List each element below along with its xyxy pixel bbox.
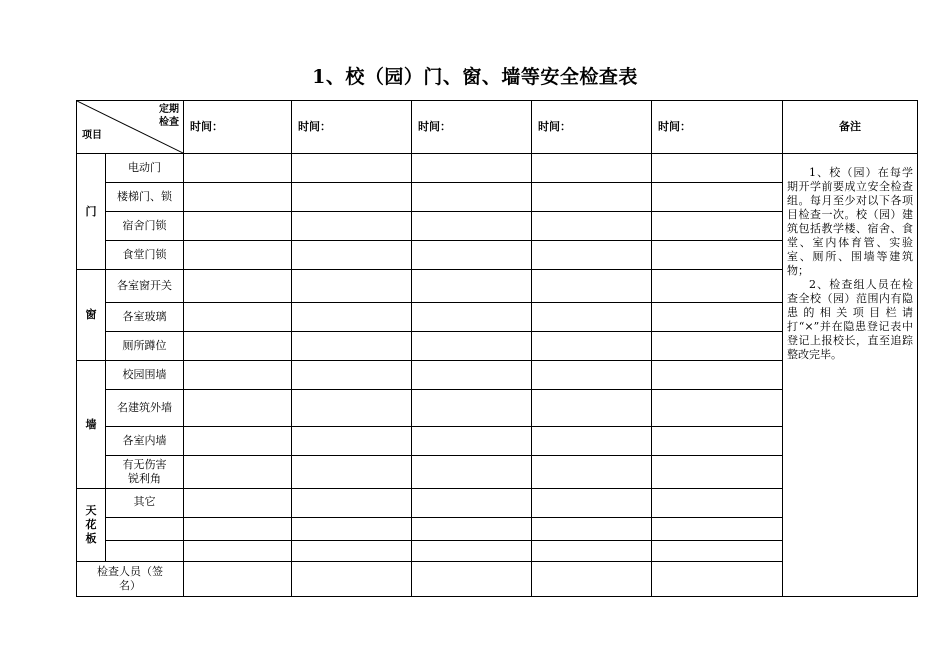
check-cell[interactable] (184, 303, 292, 332)
item-blank-2[interactable] (106, 541, 184, 562)
check-cell[interactable] (532, 456, 652, 489)
check-cell[interactable] (652, 154, 783, 183)
remarks-header: 备注 (783, 101, 918, 154)
remarks-paragraph-2: 2、检查组人员在检查全校（园）范围内有隐患的相关项目栏请打“×”并在隐患登记表中登记上报校长，直至追踪整改完毕。 (787, 278, 913, 361)
item-interior-wall: 各室内墙 (106, 427, 184, 456)
check-cell[interactable] (652, 332, 783, 361)
check-cell[interactable] (412, 183, 532, 212)
check-cell[interactable] (292, 154, 412, 183)
check-cell[interactable] (184, 154, 292, 183)
check-cell[interactable] (184, 332, 292, 361)
signature-cell[interactable] (412, 562, 532, 597)
category-ceiling: 天花板 (77, 489, 106, 562)
check-cell[interactable] (184, 456, 292, 489)
check-cell[interactable] (292, 427, 412, 456)
remarks-notes (783, 154, 918, 597)
item-sharp-corners: 有无伤害锐利角 (106, 456, 184, 489)
item-other: 其它 (106, 489, 184, 518)
header-item-label: 项目 (82, 130, 102, 141)
item-campus-wall: 校园围墙 (106, 361, 184, 390)
check-cell[interactable] (652, 390, 783, 427)
header-check-label (159, 103, 179, 129)
check-cell[interactable] (184, 361, 292, 390)
check-cell[interactable] (412, 427, 532, 456)
inspection-table (76, 100, 918, 597)
time-header-5: 时间： (652, 101, 783, 154)
check-cell[interactable] (292, 212, 412, 241)
time-header-2: 时间： (292, 101, 412, 154)
signature-cell[interactable] (184, 562, 292, 597)
check-cell[interactable] (652, 541, 783, 562)
check-cell[interactable] (412, 541, 532, 562)
check-cell[interactable] (532, 154, 652, 183)
check-cell[interactable] (532, 212, 652, 241)
check-cell[interactable] (292, 518, 412, 541)
check-cell[interactable] (292, 303, 412, 332)
check-cell[interactable] (292, 241, 412, 270)
check-cell[interactable] (652, 270, 783, 303)
item-building-exterior-wall: 名建筑外墙 (106, 390, 184, 427)
check-cell[interactable] (652, 427, 783, 456)
check-cell[interactable] (292, 361, 412, 390)
check-cell[interactable] (532, 241, 652, 270)
check-cell[interactable] (184, 390, 292, 427)
check-cell[interactable] (532, 489, 652, 518)
header-diagonal-cell (77, 101, 184, 154)
check-cell[interactable] (292, 183, 412, 212)
check-cell[interactable] (292, 541, 412, 562)
check-cell[interactable] (652, 518, 783, 541)
check-cell[interactable] (532, 332, 652, 361)
check-cell[interactable] (532, 427, 652, 456)
check-cell[interactable] (412, 518, 532, 541)
item-toilet-squat: 厕所蹲位 (106, 332, 184, 361)
check-cell[interactable] (292, 489, 412, 518)
category-wall: 墙 (77, 361, 106, 489)
check-cell[interactable] (412, 489, 532, 518)
check-cell[interactable] (412, 241, 532, 270)
check-cell[interactable] (412, 332, 532, 361)
signature-cell[interactable] (652, 562, 783, 597)
signature-cell[interactable] (532, 562, 652, 597)
check-cell[interactable] (412, 390, 532, 427)
check-cell[interactable] (652, 303, 783, 332)
check-cell[interactable] (412, 303, 532, 332)
check-cell[interactable] (652, 241, 783, 270)
item-canteen-door-lock: 食堂门锁 (106, 241, 184, 270)
check-cell[interactable] (292, 390, 412, 427)
check-cell[interactable] (652, 456, 783, 489)
item-dorm-door-lock: 宿舍门锁 (106, 212, 184, 241)
category-door: 门 (77, 154, 106, 270)
check-cell[interactable] (292, 270, 412, 303)
check-cell[interactable] (532, 541, 652, 562)
check-cell[interactable] (184, 541, 292, 562)
remarks-paragraph-1: 1、校（园）在每学期开学前要成立安全检查组。每月至少对以下各项目检查一次。校（园）建筑包括教学楼、宿舍、食堂、室内体育管、实验室、厕所、围墙等建筑物； (787, 166, 913, 277)
check-cell[interactable] (532, 518, 652, 541)
check-cell[interactable] (184, 183, 292, 212)
check-cell[interactable] (412, 212, 532, 241)
check-cell[interactable] (532, 361, 652, 390)
item-blank-1[interactable] (106, 518, 184, 541)
item-window-switch: 各室窗开关 (106, 270, 184, 303)
item-stair-door-lock: 楼梯门、锁 (106, 183, 184, 212)
time-header-3: 时间： (412, 101, 532, 154)
time-header-1: 时间： (184, 101, 292, 154)
header-check-text: 检查 (159, 117, 179, 128)
check-cell[interactable] (184, 212, 292, 241)
check-cell[interactable] (184, 270, 292, 303)
check-cell[interactable] (532, 183, 652, 212)
check-cell[interactable] (532, 303, 652, 332)
signature-cell[interactable] (292, 562, 412, 597)
header-periodic-text: 定期 (159, 104, 179, 115)
check-cell[interactable] (652, 489, 783, 518)
check-cell[interactable] (184, 518, 292, 541)
check-cell[interactable] (412, 154, 532, 183)
inspector-signature-label: 检查人员（签名） (77, 562, 184, 597)
check-cell[interactable] (292, 332, 412, 361)
check-cell[interactable] (652, 361, 783, 390)
item-electric-gate: 电动门 (106, 154, 184, 183)
check-cell[interactable] (532, 390, 652, 427)
check-cell[interactable] (652, 212, 783, 241)
check-cell[interactable] (652, 183, 783, 212)
check-cell[interactable] (184, 241, 292, 270)
category-window: 窗 (77, 270, 106, 361)
check-cell[interactable] (184, 427, 292, 456)
time-header-4: 时间： (532, 101, 652, 154)
check-cell[interactable] (532, 270, 652, 303)
page-title: 1、校（园）门、窗、墙等安全检查表 (312, 66, 638, 88)
item-window-glass: 各室玻璃 (106, 303, 184, 332)
check-cell[interactable] (412, 361, 532, 390)
check-cell[interactable] (412, 270, 532, 303)
check-cell[interactable] (412, 456, 532, 489)
check-cell[interactable] (184, 489, 292, 518)
check-cell[interactable] (292, 456, 412, 489)
